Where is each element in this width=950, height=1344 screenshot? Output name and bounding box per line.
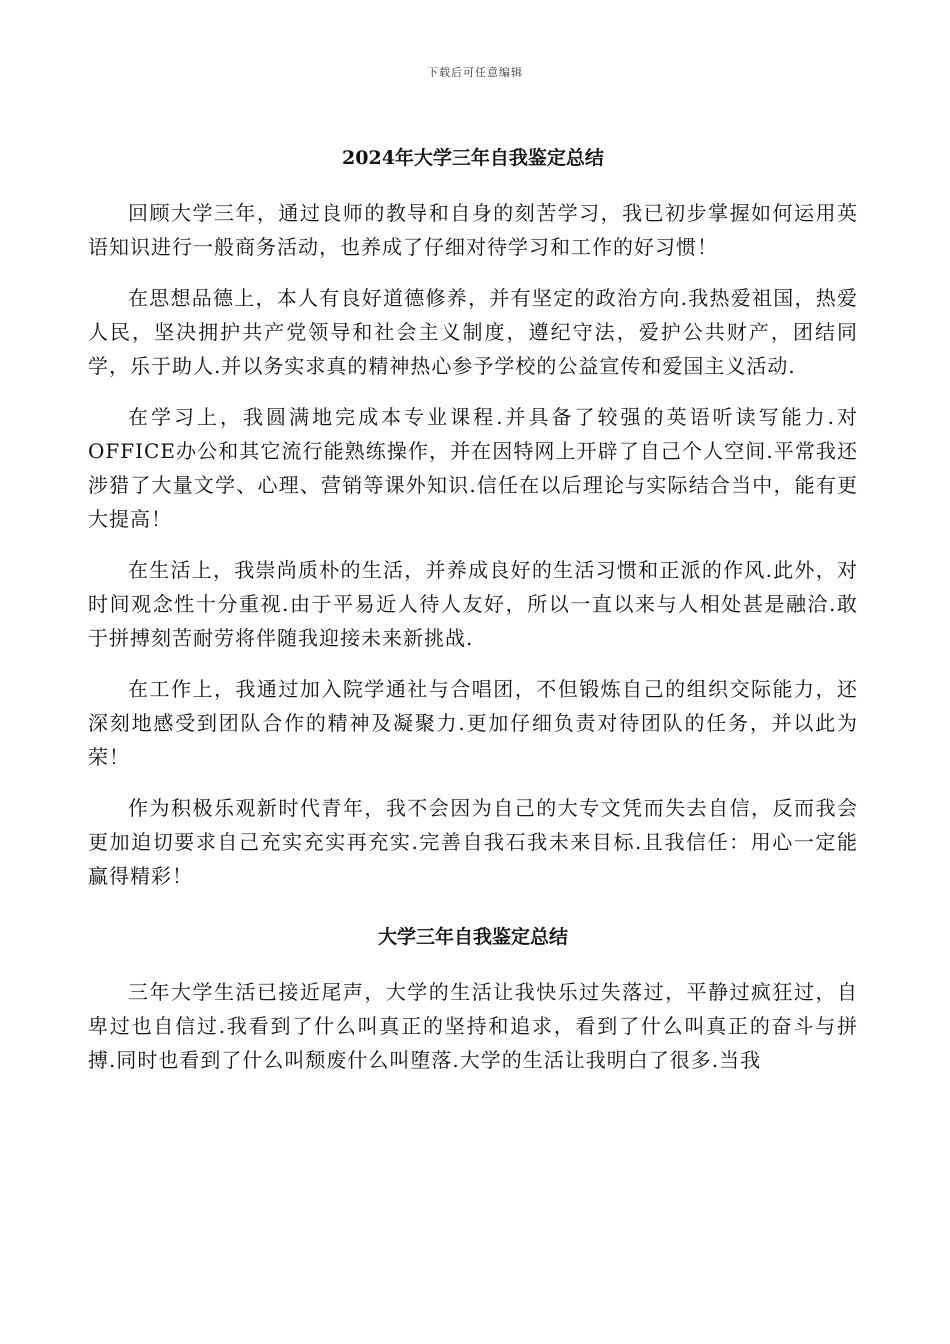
header-note: 下载后可任意编辑 <box>427 66 523 79</box>
paragraph-work: 在工作上，我通过加入院学通社与合唱团，不但锻炼自己的组织交际能力，还深刻地感受到团队合作的精神及凝聚力.更加仔细负责对待团队的任务，并以此为荣！ <box>88 677 858 769</box>
section-title: 大学三年自我鉴定总结 <box>377 926 568 948</box>
paragraph-conclusion: 作为积极乐观新时代青年，我不会因为自己的大专文凭而失去自信，反而我会更加迫切要求自己充实充实再充实.完善自我石我未来目标.且我信任：用心一定能赢得精彩！ <box>88 796 858 888</box>
paragraph-life: 在生活上，我崇尚质朴的生活，并养成良好的生活习惯和正派的作风.此外，对时间观念性十分重视.由于平易近人待人友好，所以一直以来与人相处甚是融洽.敢于拼搏刻苦耐劳将伴随我迎接未来新挑战. <box>88 558 858 650</box>
paragraph-morality: 在思想品德上，本人有良好道德修养，并有坚定的政治方向.我热爱祖国，热爱人民，坚决拥护共产党领导和社会主义制度，遵纪守法，爱护公共财产，团结同学，乐于助人.并以务实求真的精神热心参予学校的公益宣传和爱国主义活动. <box>88 286 858 378</box>
document-title: 2024年大学三年自我鉴定总结 <box>342 147 604 169</box>
paragraph-study: 在学习上，我圆满地完成本专业课程.并具备了较强的英语听读写能力.对OFFICE办公和其它流行能熟练操作，并在因特网上开辟了自己个人空间.平常我还涉猎了大量文学、心理、营销等课外知识.信任在以后理论与实际结合当中，能有更大提高！ <box>88 405 858 531</box>
paragraph-review: 回顾大学三年，通过良师的教导和自身的刻苦学习，我已初步掌握如何运用英语知识进行一般商务活动，也养成了仔细对待学习和工作的好习惯！ <box>88 201 858 259</box>
document-body <box>88 140 858 1077</box>
paragraph-second-intro: 三年大学生活已接近尾声，大学的生活让我快乐过失落过，平静过疯狂过，自卑过也自信过.我看到了什么叫真正的坚持和追求，看到了什么叫真正的奋斗与拼搏.同时也看到了什么叫颓废什么叫堕落.大学的生活让我明白了很多.当我 <box>88 980 858 1072</box>
